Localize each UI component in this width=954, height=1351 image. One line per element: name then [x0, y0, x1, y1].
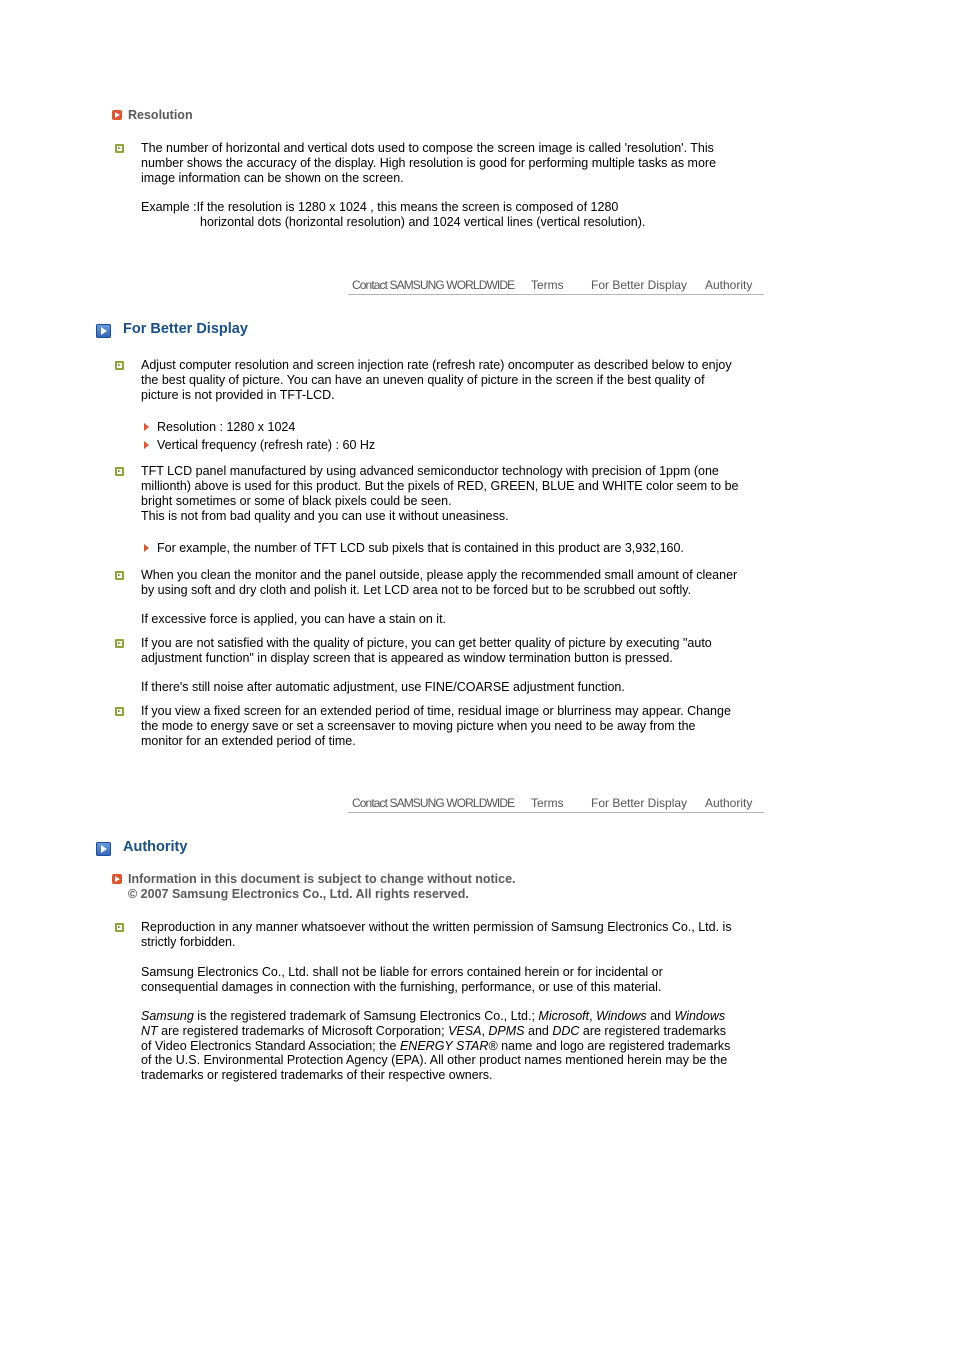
tm-vesa: VESA — [448, 1023, 482, 1038]
tm-text: and — [524, 1023, 553, 1038]
better-display-item-line: If there's still noise after automatic adjustment, use FINE/COARSE adjustment function. — [141, 680, 625, 694]
authority-paragraph: Reproduction in any manner whatsoever without the written permission of Samsung Electronics Co., Ltd. is strictly forbidden. — [141, 920, 732, 949]
orange-arrow-icon — [112, 110, 122, 120]
bullet-icon — [115, 144, 124, 153]
footer-nav — [348, 793, 764, 813]
bullet-icon — [115, 639, 124, 648]
bullet-icon — [115, 707, 124, 716]
nav-contact-link[interactable]: Contact SAMSUNG WORLDWIDE — [352, 796, 515, 810]
nav-better-display-link[interactable]: For Better Display — [591, 278, 688, 292]
tm-windows-nt: Windows NT — [141, 1009, 726, 1038]
trademark-paragraph — [141, 1009, 739, 1083]
resolution-example-line1: Example :If the resolution is 1280 x 1024 , this means the screen is composed of 1280 — [141, 200, 619, 214]
bullet-icon — [115, 361, 124, 370]
better-display-item: If you view a fixed screen for an extended period of time, residual image or blurriness may appear. Change the mode to energy save or set a screensaver to moving picture when you need to be away from the monitor for an extended period of time. — [141, 704, 731, 748]
sub-arrow-icon — [144, 544, 149, 552]
tm-samsung: Samsung — [141, 1009, 194, 1023]
better-display-item: When you clean the monitor and the panel outside, please apply the recommended small amount of cleaner by using soft and dry cloth and polish it. Let LCD area not to be forced but to be scrubbed out softly. — [141, 568, 738, 597]
authority-notice: Information in this document is subject to change without notice. — [128, 872, 516, 886]
resolution-heading: Resolution — [128, 108, 193, 122]
tm-text: and — [646, 1009, 675, 1023]
tm-microsoft: Microsoft — [538, 1009, 590, 1023]
tm-text: is the registered trademark of Samsung Electronics Co., Ltd.; — [193, 1009, 539, 1023]
better-display-item: Adjust computer resolution and screen injection rate (refresh rate) oncomputer as described below to enjoy the best quality of picture. You can have an uneven quality of picture in the screen if the best quality of picture is not provided in TFT-LCD. — [141, 358, 732, 402]
section-title-authority: Authority — [123, 839, 188, 855]
sub-arrow-icon — [144, 441, 149, 449]
nav-authority-link[interactable]: Authority — [705, 796, 753, 810]
tm-windows: Windows — [596, 1009, 647, 1023]
tm-text: are registered trademarks of Microsoft Corporation; — [157, 1023, 449, 1038]
better-display-item-line: If excessive force is applied, you can have a stain on it. — [141, 612, 447, 626]
copyright-notice: © 2007 Samsung Electronics Co., Ltd. All rights reserved. — [128, 887, 469, 901]
tm-ddc: DDC — [552, 1023, 580, 1038]
nav-terms-link[interactable]: Terms — [531, 796, 564, 810]
resolution-paragraph: The number of horizontal and vertical dots used to compose the screen image is called 'resolution'. This number shows the accuracy of the display. High resolution is good for performing multiple tasks as more image information can be shown on the screen. — [141, 141, 717, 185]
section-title-better-display: For Better Display — [123, 321, 248, 337]
sub-item-frequency: Vertical frequency (refresh rate) : 60 Hz — [157, 438, 376, 452]
better-display-item: If you are not satisfied with the quality of picture, you can get better quality of picture by executing "auto adjustment function" in display screen that is appeared as window termination button is pressed. — [141, 636, 712, 665]
better-display-item-line: This is not from bad quality and you can use it without uneasiness. — [141, 509, 509, 523]
resolution-example-line2: horizontal dots (horizontal resolution) and 1024 vertical lines (vertical resolution). — [200, 215, 646, 229]
tm-text: , — [481, 1023, 489, 1038]
tm-dpms: DPMS — [488, 1023, 525, 1038]
sub-item-pixels: For example, the number of TFT LCD sub pixels that is contained in this product are 3,932,160. — [157, 541, 684, 555]
authority-paragraph: Samsung Electronics Co., Ltd. shall not be liable for errors contained herein or for incidental or consequential damages in connection with the furnishing, performance, or use of this material. — [141, 965, 663, 994]
footer-nav — [348, 275, 764, 295]
section-arrow-icon — [96, 324, 111, 338]
tm-text: are registered trademarks of Video Electronics Standard Association; the — [141, 1023, 727, 1053]
better-display-item: TFT LCD panel manufactured by using advanced semiconductor technology with precision of 1ppm (one millionth) above is used for this product. But the pixels of RED, GREEN, BLUE and WHITE color seem to be bright sometimes or some of black pixels could be seen. — [141, 464, 739, 508]
tm-energy-star: ENERGY STAR® — [399, 1038, 498, 1053]
section-arrow-icon — [96, 842, 111, 856]
nav-terms-link[interactable]: Terms — [531, 278, 564, 292]
bullet-icon — [115, 467, 124, 476]
bullet-icon — [115, 923, 124, 932]
bullet-icon — [115, 571, 124, 580]
sub-arrow-icon — [144, 423, 149, 431]
nav-contact-link[interactable]: Contact SAMSUNG WORLDWIDE — [352, 278, 515, 292]
sub-item-resolution: Resolution : 1280 x 1024 — [157, 420, 296, 434]
tm-text: , — [589, 1009, 597, 1023]
nav-authority-link[interactable]: Authority — [705, 278, 753, 292]
tm-text: name and logo are registered trademarks of the U.S. Environmental Protection Agency (EPA). All other product names mentioned herein may be the trademarks or registered trademarks of their respective owners. — [141, 1038, 731, 1083]
orange-arrow-icon — [112, 874, 122, 884]
nav-better-display-link[interactable]: For Better Display — [591, 796, 688, 810]
